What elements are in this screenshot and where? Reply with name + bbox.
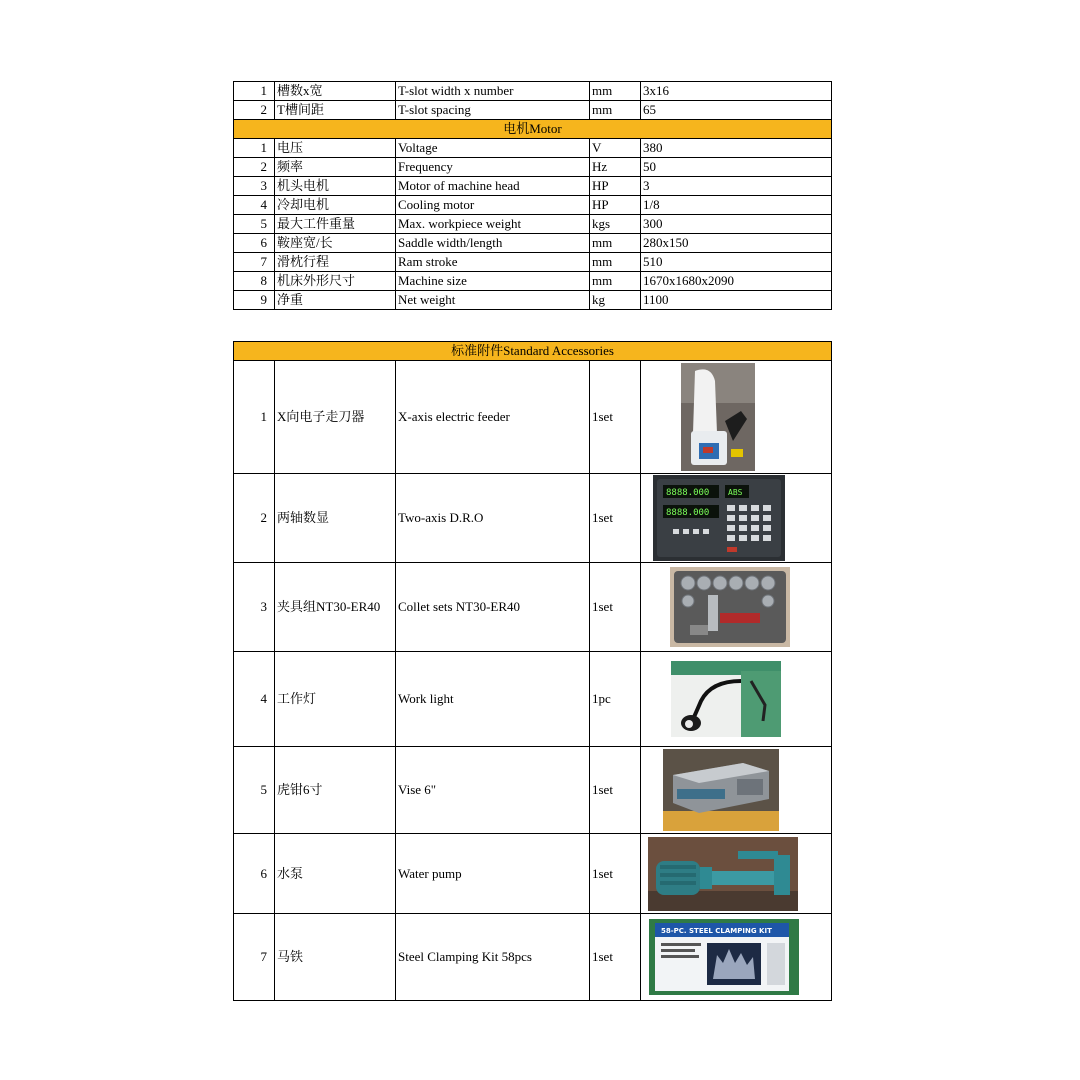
accessories-header-label: 标准附件Standard Accessories xyxy=(234,342,832,361)
spec-row xyxy=(234,272,832,291)
value: 280x150 xyxy=(641,234,832,253)
quantity: 1set xyxy=(590,914,641,1001)
row-number: 9 xyxy=(234,291,275,310)
spec-row xyxy=(234,139,832,158)
english-label: X-axis electric feeder xyxy=(396,361,590,474)
english-label: Two-axis D.R.O xyxy=(396,474,590,563)
unit: V xyxy=(590,139,641,158)
row-number: 1 xyxy=(234,82,275,101)
english-label: Saddle width/length xyxy=(396,234,590,253)
image-cell xyxy=(641,474,832,563)
value: 1670x1680x2090 xyxy=(641,272,832,291)
value: 300 xyxy=(641,215,832,234)
english-label: T-slot width x number xyxy=(396,82,590,101)
unit: mm xyxy=(590,253,641,272)
accessories-table xyxy=(233,341,832,1001)
accessory-row xyxy=(234,652,832,747)
row-number: 1 xyxy=(234,139,275,158)
spec-row xyxy=(234,82,832,101)
spec-row xyxy=(234,101,832,120)
chinese-label: 频率 xyxy=(275,158,396,177)
row-number: 4 xyxy=(234,196,275,215)
kit-label-title: STEEL CLAMPING KIT xyxy=(689,927,772,935)
english-label: Max. workpiece weight xyxy=(396,215,590,234)
value: 510 xyxy=(641,253,832,272)
english-label: Net weight xyxy=(396,291,590,310)
accessory-row xyxy=(234,361,832,474)
motor-header-label: 电机Motor xyxy=(234,120,832,139)
chinese-label: 最大工件重量 xyxy=(275,215,396,234)
english-label: Machine size xyxy=(396,272,590,291)
water-pump-photo xyxy=(648,837,798,911)
row-number: 3 xyxy=(234,563,275,652)
row-number: 3 xyxy=(234,177,275,196)
clamping-kit-box-photo xyxy=(649,919,799,995)
spec-row xyxy=(234,253,832,272)
english-label: Cooling motor xyxy=(396,196,590,215)
spec-row xyxy=(234,196,832,215)
row-number: 7 xyxy=(234,914,275,1001)
row-number: 7 xyxy=(234,253,275,272)
unit: mm xyxy=(590,82,641,101)
accessory-row xyxy=(234,914,832,1001)
english-label: Collet sets NT30-ER40 xyxy=(396,563,590,652)
english-label: Voltage xyxy=(396,139,590,158)
work-light-photo xyxy=(671,661,781,737)
chinese-label: 电压 xyxy=(275,139,396,158)
x-axis-power-feed-photo xyxy=(681,363,755,471)
row-number: 8 xyxy=(234,272,275,291)
spec-row xyxy=(234,158,832,177)
image-cell xyxy=(641,747,832,834)
unit: mm xyxy=(590,101,641,120)
english-label: Motor of machine head xyxy=(396,177,590,196)
english-label: Work light xyxy=(396,652,590,747)
spec-row xyxy=(234,177,832,196)
quantity: 1pc xyxy=(590,652,641,747)
quantity: 1set xyxy=(590,747,641,834)
chinese-label: 机头电机 xyxy=(275,177,396,196)
english-label: Ram stroke xyxy=(396,253,590,272)
row-number: 6 xyxy=(234,834,275,914)
image-cell xyxy=(641,361,832,474)
quantity: 1set xyxy=(590,361,641,474)
row-number: 1 xyxy=(234,361,275,474)
value: 3 xyxy=(641,177,832,196)
row-number: 2 xyxy=(234,101,275,120)
accessory-row xyxy=(234,474,832,563)
value: 1/8 xyxy=(641,196,832,215)
accessory-row xyxy=(234,747,832,834)
chinese-label: 工作灯 xyxy=(275,652,396,747)
vise-photo xyxy=(663,749,779,831)
spec-table xyxy=(233,81,832,310)
chinese-label: T槽间距 xyxy=(275,101,396,120)
row-number: 4 xyxy=(234,652,275,747)
image-cell xyxy=(641,652,832,747)
unit: Hz xyxy=(590,158,641,177)
chinese-label: 虎钳6寸 xyxy=(275,747,396,834)
kit-label-count: 58-PC. xyxy=(661,927,687,935)
quantity: 1set xyxy=(590,474,641,563)
dro-readout-2: 8888.000 xyxy=(666,508,710,518)
spec-row xyxy=(234,291,832,310)
unit: kg xyxy=(590,291,641,310)
spec-row xyxy=(234,215,832,234)
motor-section-header xyxy=(234,120,832,139)
english-label: T-slot spacing xyxy=(396,101,590,120)
row-number: 2 xyxy=(234,158,275,177)
unit: mm xyxy=(590,272,641,291)
chinese-label: 水泵 xyxy=(275,834,396,914)
english-label: Steel Clamping Kit 58pcs xyxy=(396,914,590,1001)
english-label: Water pump xyxy=(396,834,590,914)
dro-side-readout: ABS xyxy=(728,488,743,497)
row-number: 5 xyxy=(234,215,275,234)
chinese-label: 鞍座宽/长 xyxy=(275,234,396,253)
unit: HP xyxy=(590,196,641,215)
chinese-label: 两轴数显 xyxy=(275,474,396,563)
value: 1100 xyxy=(641,291,832,310)
image-cell xyxy=(641,563,832,652)
accessory-row xyxy=(234,834,832,914)
english-label: Frequency xyxy=(396,158,590,177)
chinese-label: 槽数x宽 xyxy=(275,82,396,101)
quantity: 1set xyxy=(590,834,641,914)
dro-readout-1: 8888.000 xyxy=(666,488,710,498)
collet-set-case-photo xyxy=(670,567,790,647)
chinese-label: 净重 xyxy=(275,291,396,310)
value: 65 xyxy=(641,101,832,120)
value: 3x16 xyxy=(641,82,832,101)
chinese-label: 滑枕行程 xyxy=(275,253,396,272)
spec-row xyxy=(234,234,832,253)
row-number: 6 xyxy=(234,234,275,253)
unit: mm xyxy=(590,234,641,253)
unit: kgs xyxy=(590,215,641,234)
row-number: 2 xyxy=(234,474,275,563)
english-label: Vise 6" xyxy=(396,747,590,834)
image-cell xyxy=(641,834,832,914)
accessories-section-header xyxy=(234,342,832,361)
unit: HP xyxy=(590,177,641,196)
quantity: 1set xyxy=(590,563,641,652)
accessory-row xyxy=(234,563,832,652)
image-cell xyxy=(641,914,832,1001)
value: 50 xyxy=(641,158,832,177)
dro-display-photo xyxy=(653,475,785,561)
chinese-label: 冷却电机 xyxy=(275,196,396,215)
chinese-label: 夹具组NT30-ER40 xyxy=(275,563,396,652)
chinese-label: 机床外形尺寸 xyxy=(275,272,396,291)
chinese-label: X向电子走刀器 xyxy=(275,361,396,474)
row-number: 5 xyxy=(234,747,275,834)
value: 380 xyxy=(641,139,832,158)
chinese-label: 马铁 xyxy=(275,914,396,1001)
